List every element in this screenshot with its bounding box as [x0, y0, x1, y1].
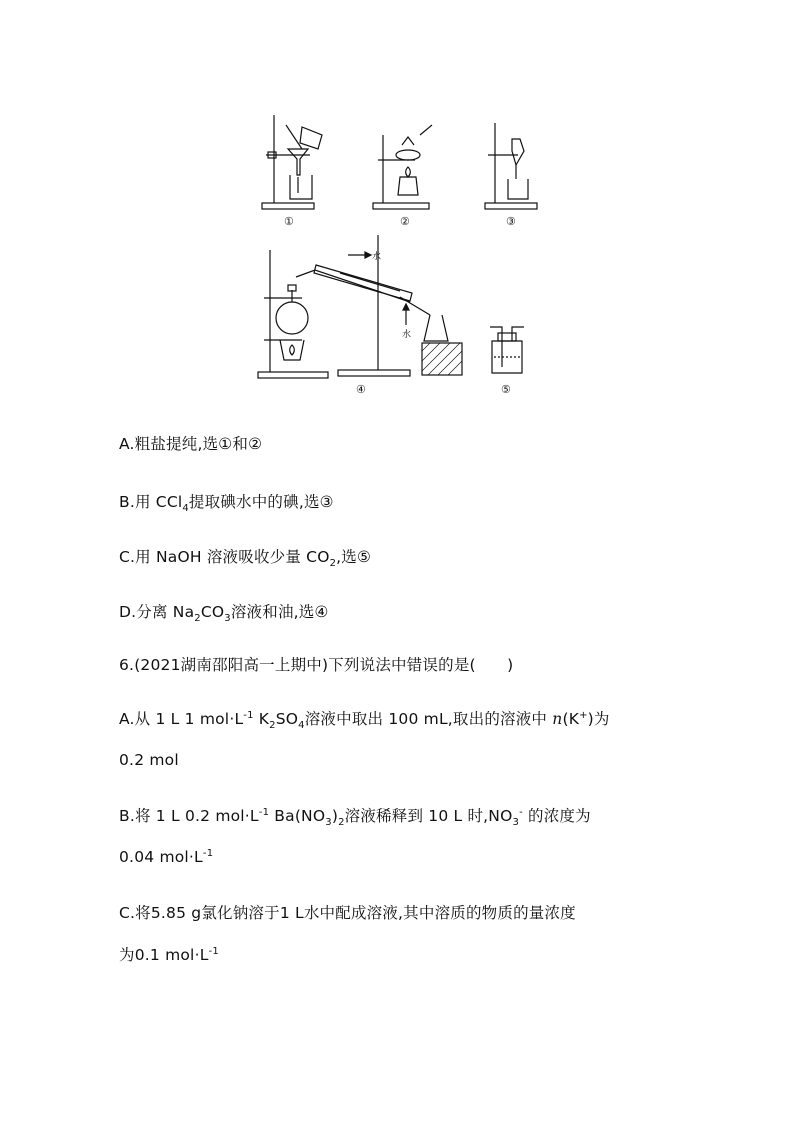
apparatus-drawing [250, 105, 550, 400]
water-out-label: 水 [402, 330, 412, 340]
apparatus-5-gas-washing-bottle [490, 327, 524, 373]
text: ) [331, 807, 339, 825]
text: Ba(NO [269, 807, 326, 825]
text: SO [275, 710, 299, 728]
figure-label-5: ⑤ [501, 383, 511, 396]
text: K [253, 710, 270, 728]
apparatus-4-distillation [258, 235, 462, 378]
apparatus-figure [250, 105, 550, 400]
italic-n: n [552, 710, 563, 728]
superscript: - [519, 806, 523, 818]
option-prefix: B. [119, 493, 135, 511]
superscript: + [579, 709, 588, 721]
figure-label-2: ② [400, 215, 410, 228]
option-a-q5 [119, 432, 262, 454]
superscript: -1 [243, 709, 254, 721]
text: 溶液稀释到 10 L 时,NO [344, 807, 513, 825]
option-text: 粗盐提纯,选①和② [134, 435, 263, 453]
subscript: 2 [269, 720, 276, 732]
figure-label-3: ③ [506, 215, 516, 228]
option-text: 分离 Na [136, 603, 195, 621]
question-6-stem: 6.(2021湖南邵阳高一上期中)下列说法中错误的是( ) [119, 656, 514, 674]
option-text: 溶液和油,选④ [230, 603, 329, 621]
figure-label-1: ① [284, 215, 294, 228]
subscript: 3 [224, 613, 231, 625]
option-d-q5 [119, 600, 329, 625]
option-text: 提取碘水中的碘,选③ [188, 493, 334, 511]
apparatus-3-separating-funnel [485, 123, 537, 209]
option-prefix: D. [119, 603, 137, 621]
q6-option-a-line2: 0.2 mol [119, 751, 179, 769]
option-c-q5 [119, 545, 372, 570]
subscript: 2 [329, 558, 337, 570]
text: 溶液中取出 100 mL,取出的溶液中 [304, 710, 553, 728]
option-text: 用 CCl [134, 493, 183, 511]
subscript: 4 [182, 503, 189, 515]
text: 0.04 mol·L [119, 848, 203, 866]
option-text: ,选⑤ [336, 548, 372, 566]
option-prefix: C. [119, 548, 136, 566]
option-text: CO [200, 603, 225, 621]
option-b-q5 [119, 490, 334, 515]
superscript: -1 [258, 806, 270, 818]
apparatus-1-filtration [262, 115, 322, 209]
text: (K [562, 710, 580, 728]
text: B.将 1 L 0.2 mol·L [119, 807, 259, 825]
q6-option-c-line1: C.将5.85 g氯化钠溶于1 L水中配成溶液,其中溶质的物质的量浓度 [119, 904, 576, 922]
subscript: 3 [512, 817, 520, 829]
q6-option-b-line2 [119, 848, 213, 866]
subscript: 3 [325, 817, 332, 829]
text: 的浓度为 [522, 807, 591, 825]
apparatus-2-evaporation [373, 125, 432, 209]
superscript: -1 [208, 945, 219, 957]
subscript: 2 [338, 817, 345, 829]
subscript: 2 [194, 613, 201, 625]
q6-option-b-line1 [119, 804, 591, 829]
q6-option-c-line2 [119, 943, 219, 965]
text: )为 [587, 710, 610, 728]
option-text: 用 NaOH 溶液吸收少量 CO [135, 548, 330, 566]
water-in-label: 水 [372, 252, 382, 262]
text: A.从 1 L 1 mol·L [119, 710, 244, 728]
figure-label-4: ④ [356, 383, 366, 396]
subscript: 4 [298, 720, 305, 732]
option-prefix: A. [119, 435, 135, 453]
superscript: -1 [202, 847, 214, 859]
text: 为0.1 mol·L [119, 946, 209, 964]
q6-option-a-line1 [119, 707, 610, 732]
